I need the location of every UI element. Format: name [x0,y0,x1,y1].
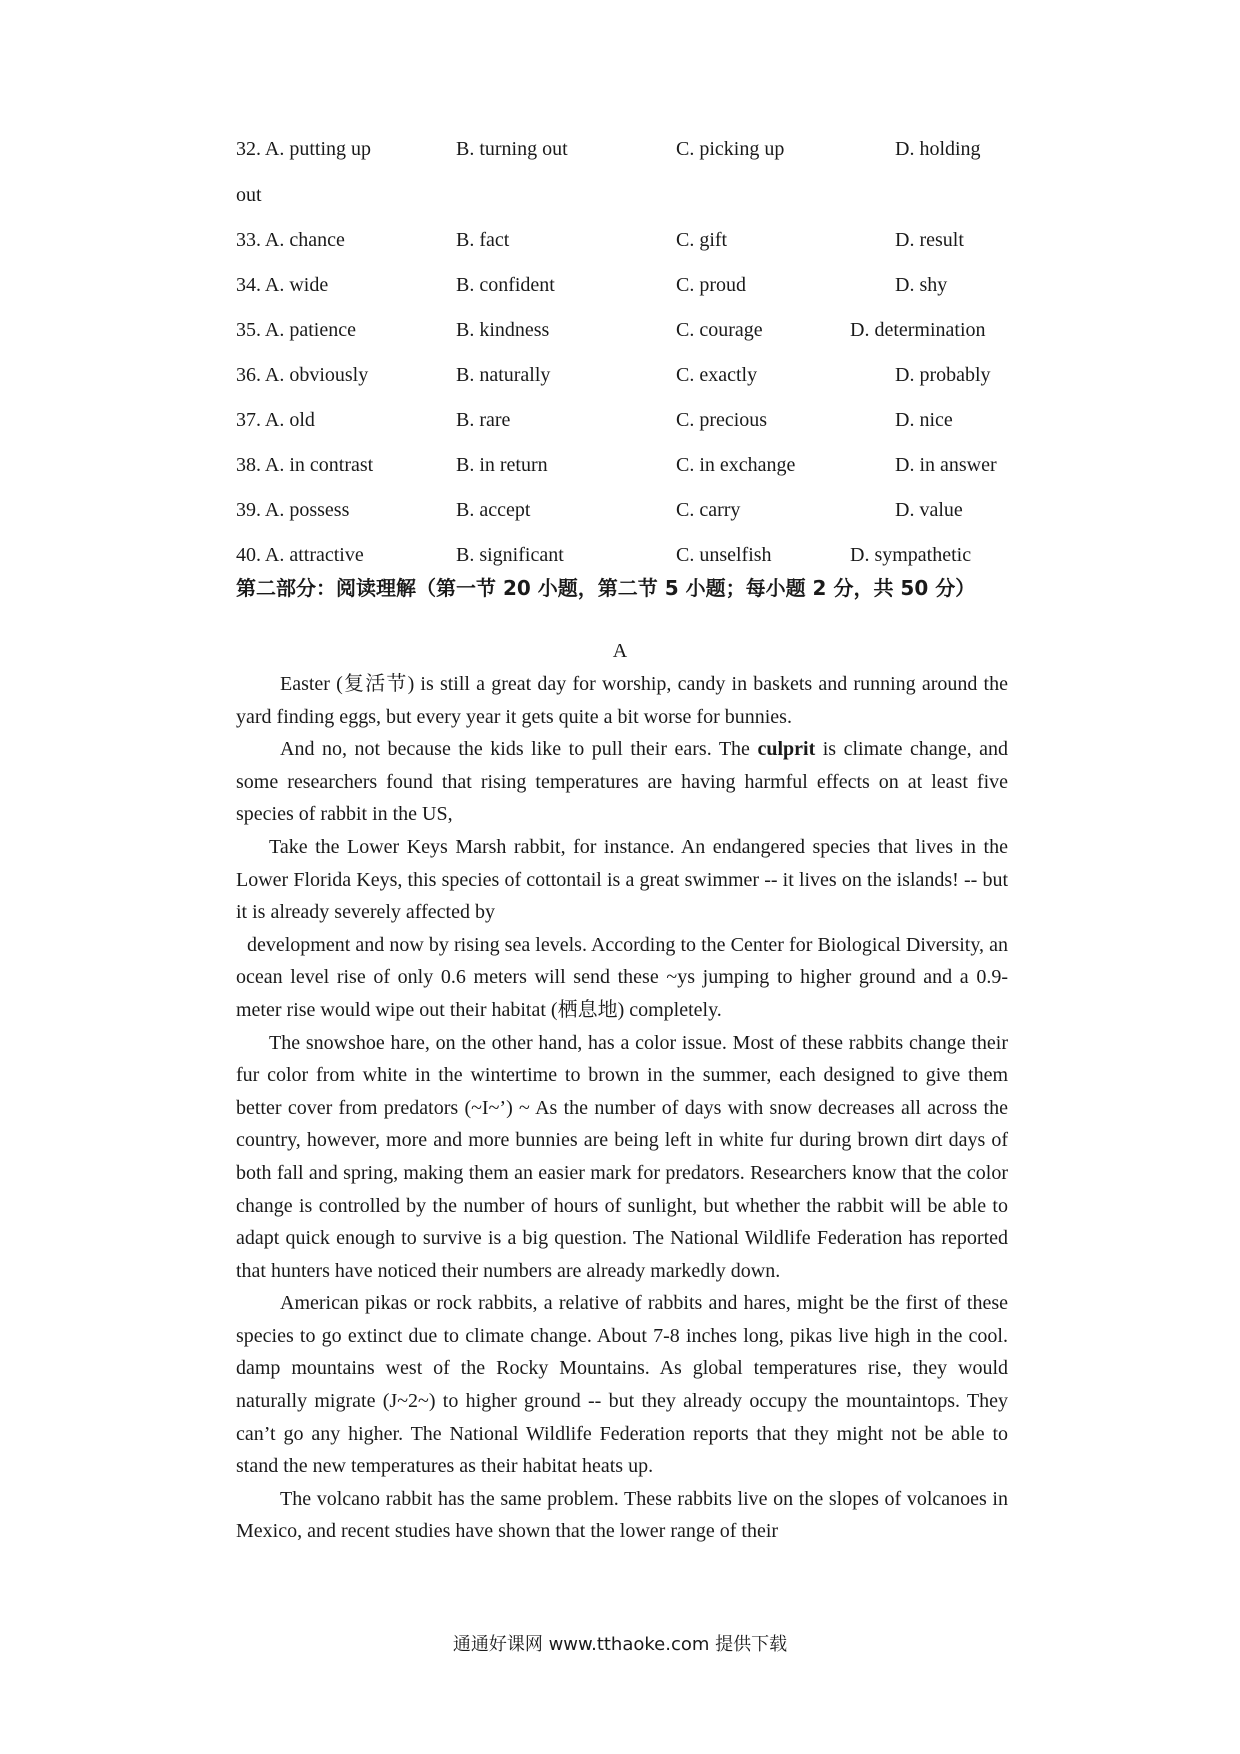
option-a: 33. A. chance [236,229,345,251]
paragraph-text: And no, not because the kids like to pull their ears. The [280,738,758,761]
footer: 通通好课网 www.tthaoke.com 提供下载 [452,1634,788,1655]
section-header: 第二部分：阅读理解（第一节 20 小题，第二节 5 小题；每小题 2 分，共 50 分） [236,576,976,600]
paragraph: development and now by rising sea levels. According to the Center for Biological Diversity, an ocean level rise of only 0.6 meters will send these ~ys jumping to higher ground and a 0.9-meter rise would wipe out their habitat (栖息地) completely. [236,933,1008,1021]
option-c: C. picking up [676,138,785,160]
option-d: D. value [895,499,963,521]
option-d: D. in answer [895,454,997,476]
option-b: B. in return [456,454,548,476]
paragraph-text: is climate change, and some researchers found that rising temperatures are having harmful effects on at least five species of rabbit in the US, [236,738,1008,826]
option-b: B. kindness [456,319,550,341]
option-d: D. nice [895,409,953,431]
option-b: B. naturally [456,364,551,386]
option-row-37 [236,409,1016,439]
paragraph: American pikas or rock rabbits, a relative of rabbits and hares, might be the first of these species to go extinct due to climate change. About 7-8 inches long, pikas live high in the cool. damp mountains west of the Rocky Mountains. As global temperatures rise, they would naturally migrate (J~2~) to higher ground -- but they already occupy the mountaintops. They can’t go any higher. The National Wildlife Federation reports that they might not be able to stand the new temperatures as their habitat heats up. [236,1292,1008,1478]
option-d: D. holding [895,138,981,160]
option-b: B. significant [456,544,564,566]
option-c: C. exactly [676,364,758,386]
option-b: B. turning out [456,138,568,160]
option-b: B. fact [456,229,510,251]
option-b: B. confident [456,274,555,296]
option-a: 35. A. patience [236,319,356,341]
option-a: 32. A. putting up [236,138,372,160]
option-c: C. carry [676,499,741,521]
option-d: D. determination [850,319,986,341]
option-row-33 [236,229,1016,259]
option-c: C. courage [676,319,763,341]
option-b: B. accept [456,499,531,521]
paragraph [236,733,1008,831]
option-row-35 [236,319,1016,349]
option-row-39 [236,499,1016,529]
paragraph: The volcano rabbit has the same problem. These rabbits live on the slopes of volcanoes in Mexico, and recent studies have shown that the lower range of their [236,1487,1008,1543]
option-a: 38. A. in contrast [236,454,374,476]
passage-label: A [612,640,628,662]
option-d: D. shy [895,274,948,296]
option-d: D. result [895,229,964,251]
option-c: C. gift [676,229,728,251]
option-row-38 [236,454,1016,484]
option-c: C. precious [676,409,768,431]
option-b: B. rare [456,409,511,431]
option-a: 40. A. attractive [236,544,364,566]
option-d: D. sympathetic [850,544,972,566]
paragraph: The snowshoe hare, on the other hand, has a color issue. Most of these rabbits change their fur color from white in the wintertime to brown in the summer, each designed to give them better cover from predators (~I~’) ~ As the number of days with snow decreases all across the country, however, more and more bunnies are being left in white fur during brown dirt days of both fall and spring, making them an easier mark for predators. Researchers know that the color change is controlled by the number of hours of sunlight, but whether the rabbit will be able to adapt quick enough to survive is a big question. The National Wildlife Federation has reported that hunters have noticed their numbers are already markedly down. [236,1031,1008,1282]
option-a: 37. A. old [236,409,315,431]
option-row-36 [236,364,1016,394]
option-a: 34. A. wide [236,274,329,296]
option-a: 36. A. obviously [236,364,369,386]
option-row-34 [236,274,1016,304]
bold-word: culprit [757,738,816,761]
option-c: C. in exchange [676,454,796,476]
option-a: 39. A. possess [236,499,350,521]
option-32-wrap: out [236,184,262,206]
option-d: D. probably [895,364,991,386]
option-c: C. unselfish [676,544,772,566]
option-row-32 [236,138,1016,168]
reading-passage [236,668,1008,1548]
option-c: C. proud [676,274,746,296]
option-row-40 [236,544,1016,574]
paragraph: Take the Lower Keys Marsh rabbit, for instance. An endangered species that lives in the Lower Florida Keys, this species of cottontail is a great swimmer -- it lives on the islands! -- but it is already severely affected by [236,835,1008,924]
paragraph: Easter (复活节) is still a great day for worship, candy in baskets and running around the yard finding eggs, but every year it gets quite a bit worse for bunnies. [236,673,1008,728]
